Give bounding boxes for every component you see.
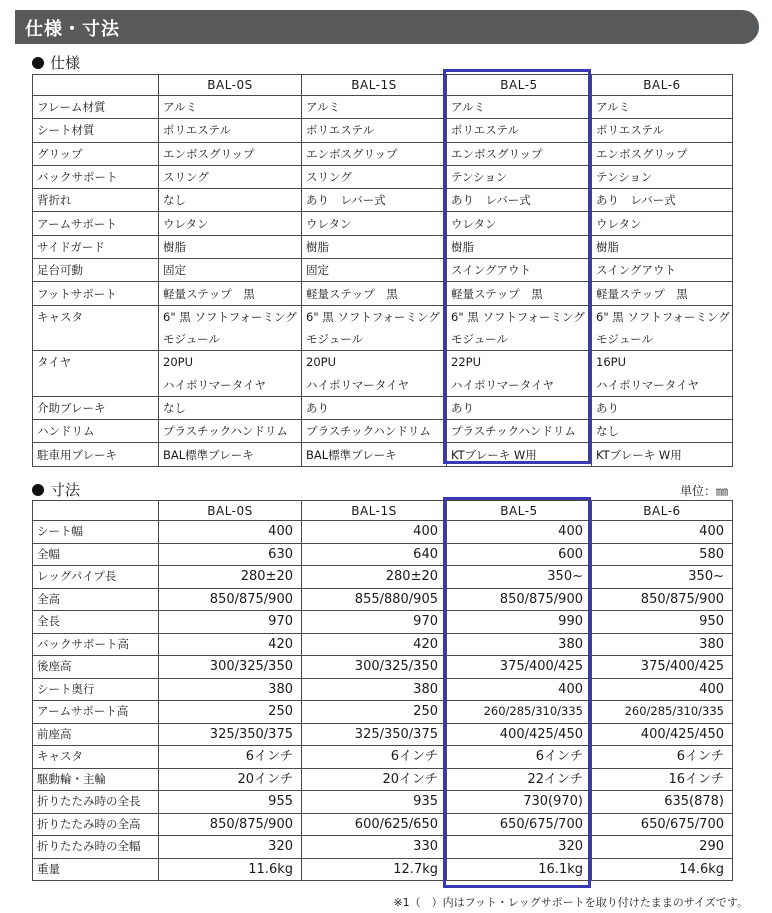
table-cell: レッグパイプ長	[33, 566, 159, 589]
bal5-highlight-frame-dim	[443, 497, 591, 888]
table-row	[33, 165, 733, 188]
table-cell: 330	[302, 836, 447, 859]
dim-header-cell: BAL-1S	[302, 501, 447, 521]
table-cell: スイングアウト	[447, 259, 592, 282]
table-cell: シート奥行	[33, 678, 159, 701]
table-cell: KTブレーキ W用	[447, 443, 592, 466]
table-row	[33, 396, 733, 419]
table-cell: エンボスグリップ	[302, 142, 447, 165]
table-cell: アルミ	[302, 96, 447, 119]
table-cell: 420	[159, 633, 302, 656]
table-row	[33, 521, 733, 544]
table-cell: テンション	[447, 165, 592, 188]
table-cell: シート幅	[33, 521, 159, 544]
bullet-icon	[32, 57, 44, 69]
table-cell: ポリエステル	[302, 119, 447, 142]
table-cell: タイヤ	[33, 351, 159, 397]
table-row	[33, 656, 733, 679]
table-row	[33, 813, 733, 836]
table-cell: プラスチックハンドリム	[302, 420, 447, 443]
table-cell: エンボスグリップ	[159, 142, 302, 165]
table-cell: 375/400/425	[592, 656, 733, 679]
table-cell: 400	[447, 678, 592, 701]
dimension-table	[32, 500, 733, 881]
table-cell: 樹脂	[302, 235, 447, 258]
bullet-icon	[32, 484, 44, 496]
table-cell: あり レバー式	[447, 189, 592, 212]
table-cell: ハイポリマータイヤ	[159, 374, 302, 397]
table-cell: 6" 黒 ソフトフォーミング	[447, 305, 592, 328]
table-cell: 軽量ステップ 黒	[592, 282, 733, 305]
table-cell: 250	[159, 701, 302, 724]
table-cell: 固定	[302, 259, 447, 282]
table-cell: 320	[447, 836, 592, 859]
table-row	[33, 119, 733, 142]
table-cell: ポリエステル	[592, 119, 733, 142]
table-cell: 12.7kg	[302, 858, 447, 881]
table-row	[33, 259, 733, 282]
table-cell: 650/675/700	[592, 813, 733, 836]
table-cell: 全長	[33, 611, 159, 634]
table-cell: 280±20	[159, 566, 302, 589]
dim-header-cell: BAL-5	[447, 501, 592, 521]
spec-header-cell	[33, 75, 159, 96]
table-row	[33, 142, 733, 165]
bal5-highlight-frame	[443, 69, 591, 464]
table-cell: 6インチ	[447, 746, 592, 769]
table-row	[33, 189, 733, 212]
spec-header-cell: BAL-6	[592, 75, 733, 96]
table-cell: あり	[302, 396, 447, 419]
table-cell: キャスタ	[33, 746, 159, 769]
table-cell: 後座高	[33, 656, 159, 679]
table-cell: 6" 黒 ソフトフォーミング	[159, 305, 302, 328]
table-cell: 固定	[159, 259, 302, 282]
table-cell: 6インチ	[592, 746, 733, 769]
table-cell: 950	[592, 611, 733, 634]
table-cell: なし	[159, 189, 302, 212]
table-cell: ハンドリム	[33, 420, 159, 443]
table-cell: 640	[302, 543, 447, 566]
table-row	[33, 443, 733, 466]
table-cell: 850/875/900	[447, 588, 592, 611]
table-row	[33, 746, 733, 769]
table-row	[33, 212, 733, 235]
dim-header-cell: BAL-0S	[159, 501, 302, 521]
table-cell: あり	[447, 396, 592, 419]
table-cell: KTブレーキ W用	[592, 443, 733, 466]
table-cell: 樹脂	[447, 235, 592, 258]
table-cell: 320	[159, 836, 302, 859]
footnote: ※1（ ）内はフット・レッグサポートを取り付けたままのサイズです。	[393, 896, 748, 909]
spec-header-cell: BAL-1S	[302, 75, 447, 96]
table-cell: 22PU	[447, 351, 592, 374]
table-cell: フレーム材質	[33, 96, 159, 119]
table-cell: グリップ	[33, 142, 159, 165]
table-cell: 前座高	[33, 723, 159, 746]
spec-header-cell: BAL-5	[447, 75, 592, 96]
table-cell: プラスチックハンドリム	[159, 420, 302, 443]
dim-header-cell	[33, 501, 159, 521]
table-cell: なし	[159, 396, 302, 419]
spec-section-title: 仕様	[32, 52, 80, 73]
table-cell: 260/285/310/335	[592, 701, 733, 724]
table-cell: なし	[592, 420, 733, 443]
table-cell: 630	[159, 543, 302, 566]
table-row	[33, 96, 733, 119]
unit-label: 単位：㎜	[679, 484, 728, 498]
table-cell: ハイポリマータイヤ	[592, 374, 733, 397]
table-cell: 足台可動	[33, 259, 159, 282]
table-cell: 400	[592, 678, 733, 701]
table-cell: 955	[159, 791, 302, 814]
spec-header-cell: BAL-0S	[159, 75, 302, 96]
banner-title: 仕様・寸法	[25, 19, 120, 40]
table-cell: 300/325/350	[159, 656, 302, 679]
table-row	[33, 858, 733, 881]
table-cell: 635(878)	[592, 791, 733, 814]
table-cell: 400	[592, 521, 733, 544]
table-cell: 600	[447, 543, 592, 566]
table-cell: 折りたたみ時の全高	[33, 813, 159, 836]
table-cell: バックサポート高	[33, 633, 159, 656]
table-cell: 樹脂	[592, 235, 733, 258]
table-cell: 6インチ	[159, 746, 302, 769]
table-cell: 20インチ	[159, 768, 302, 791]
table-cell: 580	[592, 543, 733, 566]
table-cell: ウレタン	[159, 212, 302, 235]
table-cell: 20インチ	[302, 768, 447, 791]
table-row	[33, 611, 733, 634]
table-cell: 20PU	[159, 351, 302, 374]
table-row	[33, 588, 733, 611]
table-cell: 400/425/450	[592, 723, 733, 746]
table-cell: 6" 黒 ソフトフォーミング	[592, 305, 733, 328]
table-cell: 400	[447, 521, 592, 544]
table-cell: 14.6kg	[592, 858, 733, 881]
dim-header-row	[33, 501, 733, 521]
table-row	[33, 836, 733, 859]
table-cell: 400	[302, 521, 447, 544]
table-cell: 730(970)	[447, 791, 592, 814]
table-cell: 420	[302, 633, 447, 656]
table-cell: 全高	[33, 588, 159, 611]
table-cell: 855/880/905	[302, 588, 447, 611]
table-cell: 325/350/375	[159, 723, 302, 746]
table-cell: シート材質	[33, 119, 159, 142]
table-cell: 介助ブレーキ	[33, 396, 159, 419]
table-cell: ハイポリマータイヤ	[447, 374, 592, 397]
table-row	[33, 633, 733, 656]
table-cell: 300/325/350	[302, 656, 447, 679]
table-cell: モジュール	[302, 328, 447, 351]
table-cell: ウレタン	[302, 212, 447, 235]
table-cell: 380	[159, 678, 302, 701]
table-row	[33, 768, 733, 791]
table-cell: 折りたたみ時の全幅	[33, 836, 159, 859]
table-cell: モジュール	[447, 328, 592, 351]
table-cell: ウレタン	[447, 212, 592, 235]
table-cell: 16.1kg	[447, 858, 592, 881]
table-cell: 6" 黒 ソフトフォーミング	[302, 305, 447, 328]
table-row	[33, 351, 733, 374]
table-row	[33, 282, 733, 305]
table-row	[33, 791, 733, 814]
table-cell: 軽量ステップ 黒	[447, 282, 592, 305]
table-cell: BAL標準ブレーキ	[302, 443, 447, 466]
table-row	[33, 543, 733, 566]
table-cell: サイドガード	[33, 235, 159, 258]
table-cell: 325/350/375	[302, 723, 447, 746]
table-cell: ポリエステル	[447, 119, 592, 142]
table-cell: 6インチ	[302, 746, 447, 769]
table-row	[33, 235, 733, 258]
table-cell: 380	[302, 678, 447, 701]
table-cell: 軽量ステップ 黒	[302, 282, 447, 305]
table-cell: 16インチ	[592, 768, 733, 791]
table-row	[33, 420, 733, 443]
table-cell: 駆動輪・主輪	[33, 768, 159, 791]
table-cell: 16PU	[592, 351, 733, 374]
spec-table	[32, 74, 733, 467]
table-cell: バックサポート	[33, 165, 159, 188]
table-cell: 重量	[33, 858, 159, 881]
table-cell: アルミ	[592, 96, 733, 119]
table-cell: ウレタン	[592, 212, 733, 235]
table-cell: あり レバー式	[592, 189, 733, 212]
table-row	[33, 723, 733, 746]
table-cell: 850/875/900	[592, 588, 733, 611]
table-cell: アルミ	[447, 96, 592, 119]
table-cell: スイングアウト	[592, 259, 733, 282]
table-cell: アルミ	[159, 96, 302, 119]
table-row	[33, 566, 733, 589]
table-cell: 850/875/900	[159, 813, 302, 836]
table-cell: あり レバー式	[302, 189, 447, 212]
table-cell: 樹脂	[159, 235, 302, 258]
dim-section-title: 寸法	[32, 479, 80, 500]
table-cell: エンボスグリップ	[447, 142, 592, 165]
table-cell: 380	[447, 633, 592, 656]
table-cell: 駐車用ブレーキ	[33, 443, 159, 466]
table-cell: 260/285/310/335	[447, 701, 592, 724]
table-cell: 650/675/700	[447, 813, 592, 836]
table-cell: 背折れ	[33, 189, 159, 212]
table-cell: 970	[159, 611, 302, 634]
table-row	[33, 701, 733, 724]
table-cell: キャスタ	[33, 305, 159, 351]
table-cell: 850/875/900	[159, 588, 302, 611]
table-cell: プラスチックハンドリム	[447, 420, 592, 443]
table-cell: 600/625/650	[302, 813, 447, 836]
table-cell: BAL標準ブレーキ	[159, 443, 302, 466]
table-row	[33, 678, 733, 701]
table-cell: 935	[302, 791, 447, 814]
table-row	[33, 305, 733, 328]
table-cell: 375/400/425	[447, 656, 592, 679]
table-cell: 折りたたみ時の全長	[33, 791, 159, 814]
table-cell: フットサポート	[33, 282, 159, 305]
table-cell: あり	[592, 396, 733, 419]
table-cell: 250	[302, 701, 447, 724]
table-cell: ハイポリマータイヤ	[302, 374, 447, 397]
table-cell: アームサポート高	[33, 701, 159, 724]
table-cell: アームサポート	[33, 212, 159, 235]
table-cell: スリング	[159, 165, 302, 188]
table-cell: 990	[447, 611, 592, 634]
table-cell: 22インチ	[447, 768, 592, 791]
table-cell: エンボスグリップ	[592, 142, 733, 165]
section-banner	[15, 10, 759, 44]
table-cell: 軽量ステップ 黒	[159, 282, 302, 305]
table-cell: 400/425/450	[447, 723, 592, 746]
table-cell: 400	[159, 521, 302, 544]
table-cell: テンション	[592, 165, 733, 188]
table-cell: モジュール	[592, 328, 733, 351]
table-cell: 20PU	[302, 351, 447, 374]
table-cell: 290	[592, 836, 733, 859]
table-cell: 350~	[447, 566, 592, 589]
table-cell: スリング	[302, 165, 447, 188]
dim-header-cell: BAL-6	[592, 501, 733, 521]
table-cell: 380	[592, 633, 733, 656]
table-cell: 280±20	[302, 566, 447, 589]
table-cell: 970	[302, 611, 447, 634]
table-cell: ポリエステル	[159, 119, 302, 142]
table-cell: 11.6kg	[159, 858, 302, 881]
table-cell: 350~	[592, 566, 733, 589]
table-cell: 全幅	[33, 543, 159, 566]
table-cell: モジュール	[159, 328, 302, 351]
spec-header-row	[33, 75, 733, 96]
